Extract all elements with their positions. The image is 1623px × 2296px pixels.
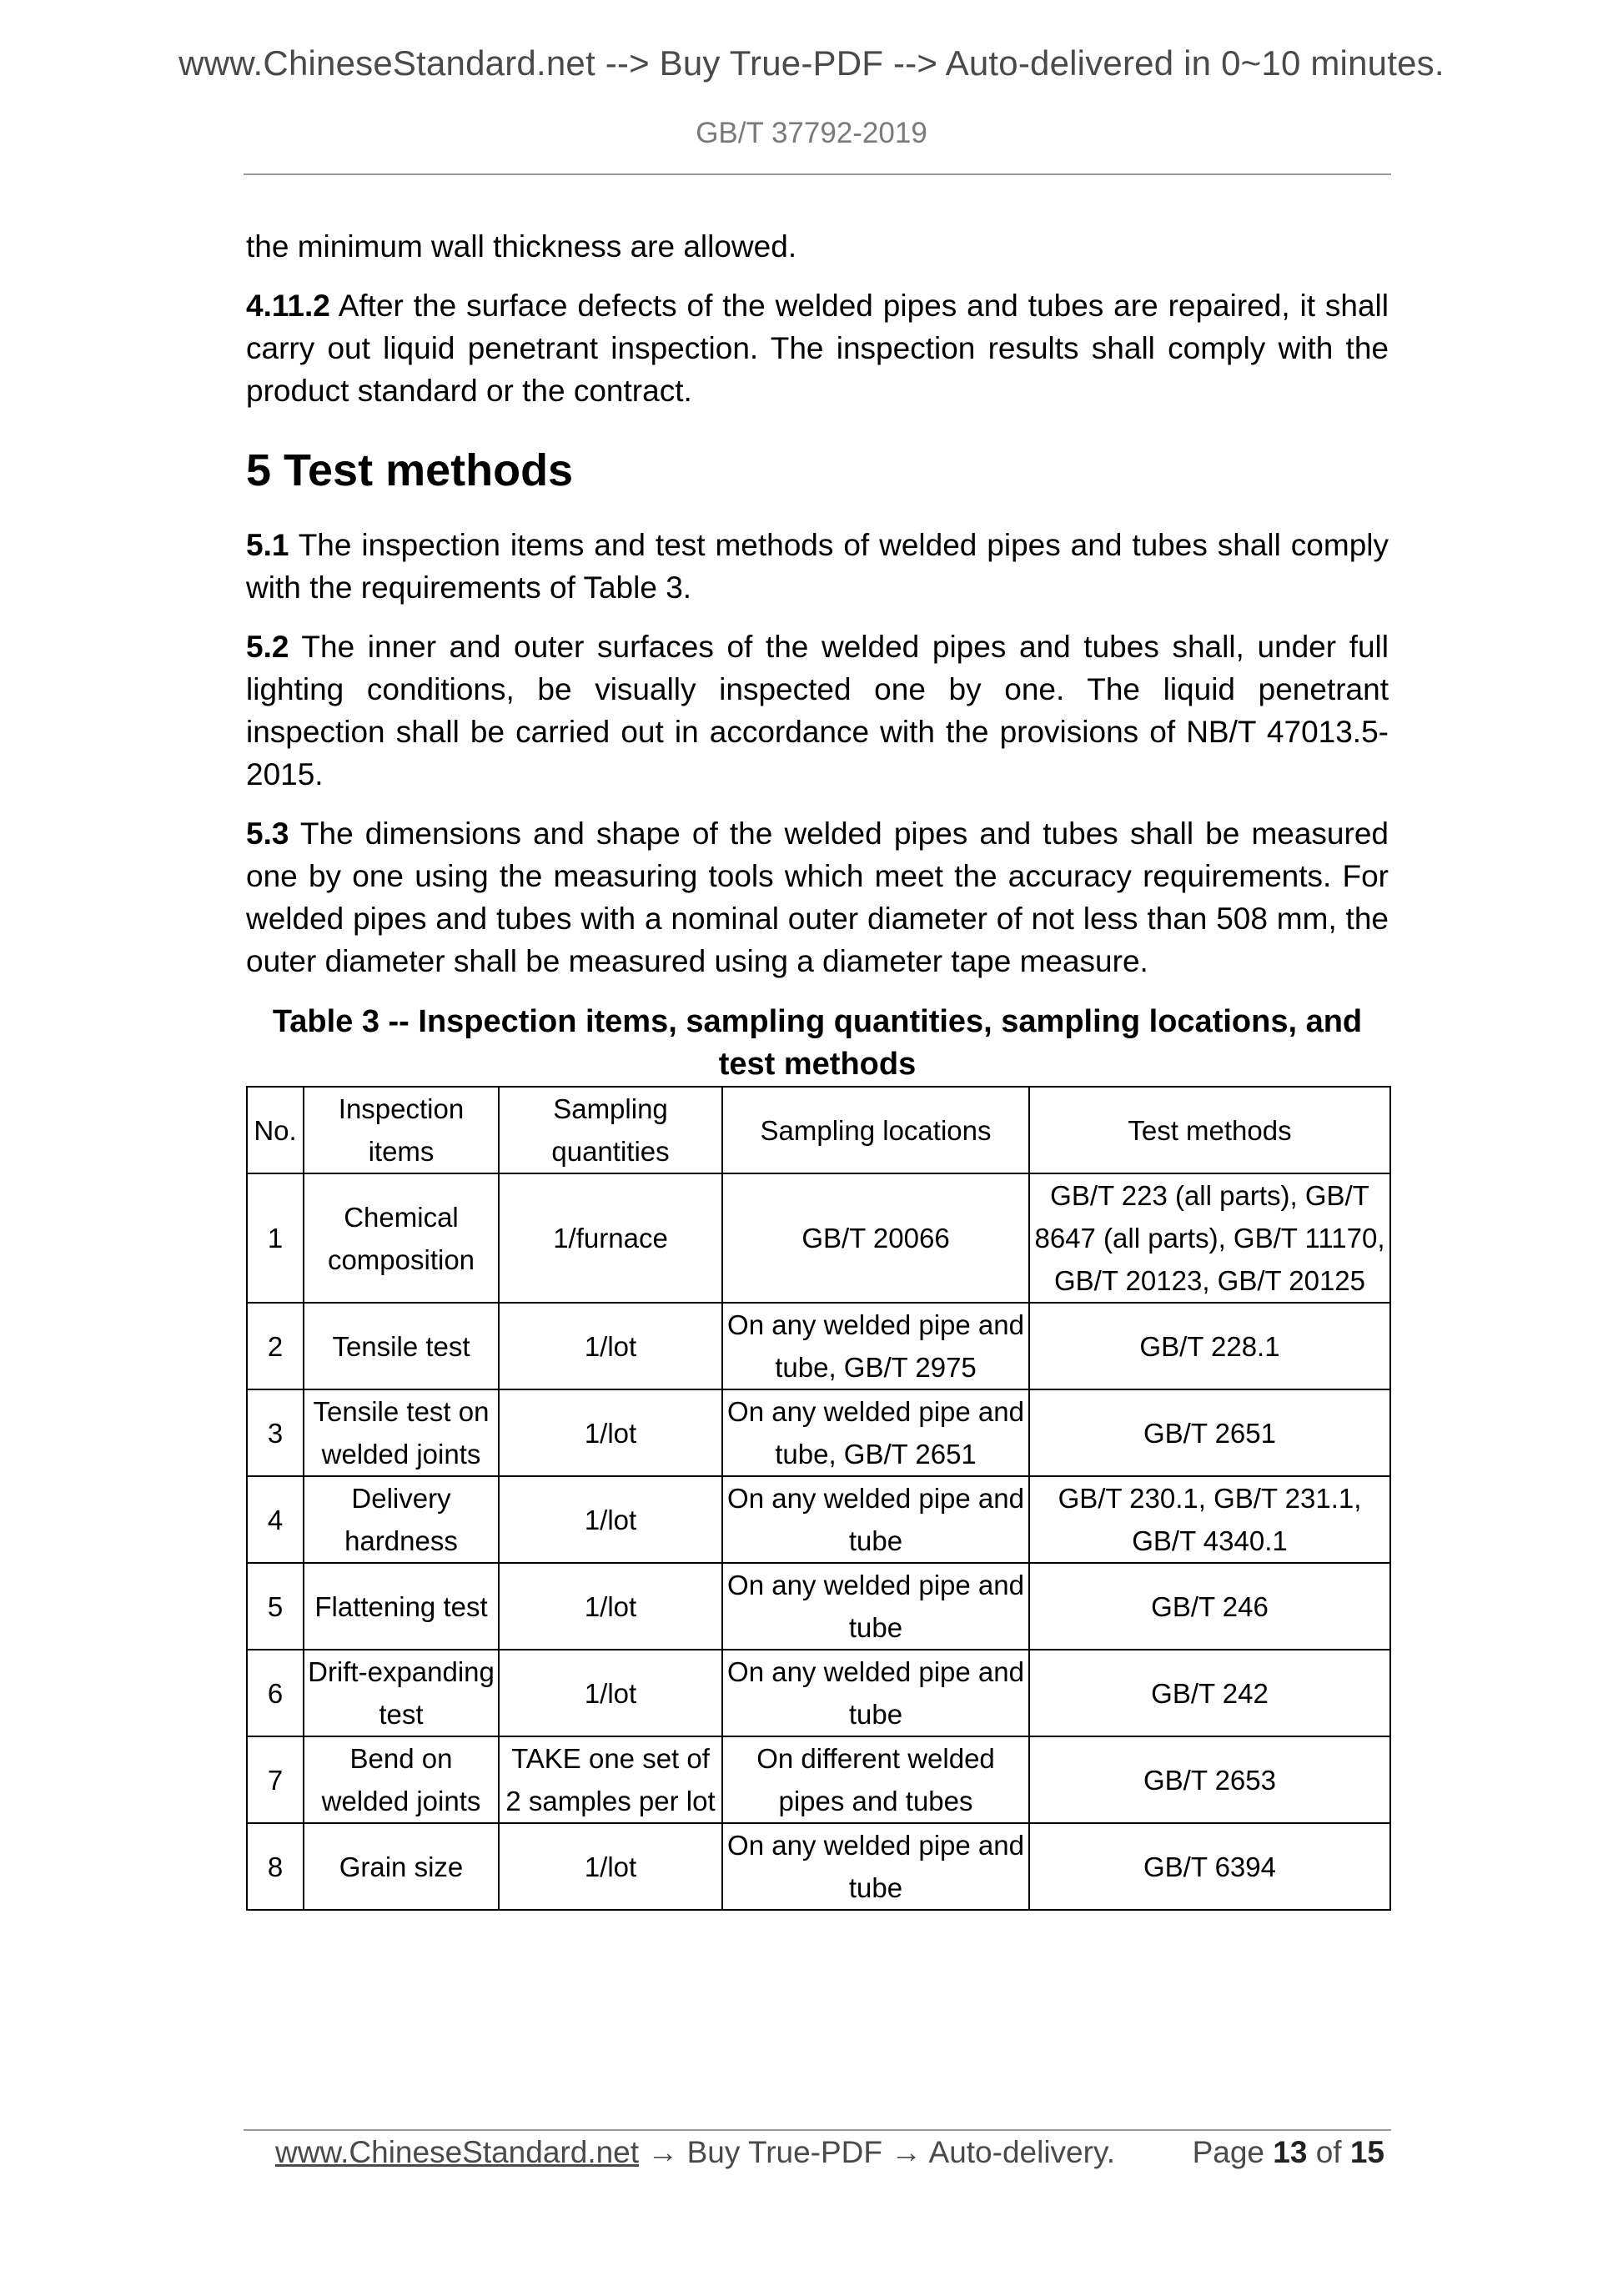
cell-location: On any welded pipe and tube — [722, 1563, 1029, 1650]
clause-number: 5.3 — [246, 816, 289, 851]
cell-item: Delivery hardness — [304, 1476, 499, 1563]
cell-item: Tensile test on welded joints — [304, 1389, 499, 1476]
cell-item: Flattening test — [304, 1563, 499, 1650]
cell-method: GB/T 223 (all parts), GB/T 8647 (all parts), GB/T 11170, GB/T 20123, GB/T 20125 — [1029, 1173, 1390, 1303]
clause-number: 5.1 — [246, 528, 289, 562]
cell-quantity: 1/lot — [499, 1650, 722, 1736]
page-content — [246, 225, 1389, 1911]
paragraph-continuation: the minimum wall thickness are allowed. — [246, 229, 797, 264]
table-header-row — [247, 1087, 1390, 1173]
clause-number: 5.2 — [246, 630, 289, 664]
clause-4-11-2 — [246, 284, 1389, 412]
inspection-table — [246, 1086, 1391, 1911]
cell-location: On any welded pipe and tube — [722, 1476, 1029, 1563]
footer-divider — [244, 2129, 1391, 2131]
standard-code: GB/T 37792-2019 — [696, 117, 927, 149]
page-footer — [275, 2135, 1384, 2177]
cell-no: 4 — [247, 1476, 304, 1563]
header-inspection-items: Inspection items — [304, 1087, 499, 1173]
clause-5-3 — [246, 812, 1389, 982]
header-test-methods: Test methods — [1029, 1087, 1390, 1173]
footer-promo-text: → Buy True-PDF → Auto-delivery. — [639, 2135, 1115, 2169]
page-indicator — [1193, 2135, 1384, 2170]
table-row — [247, 1736, 1390, 1823]
cell-no: 1 — [247, 1173, 304, 1303]
cell-quantity: 1/lot — [499, 1303, 722, 1389]
cell-method: GB/T 242 — [1029, 1650, 1390, 1736]
cell-method: GB/T 2653 — [1029, 1736, 1390, 1823]
cell-location: On any welded pipe and tube — [722, 1823, 1029, 1910]
cell-no: 2 — [247, 1303, 304, 1389]
header-sampling-locations: Sampling locations — [722, 1087, 1029, 1173]
table-row — [247, 1823, 1390, 1910]
cell-no: 7 — [247, 1736, 304, 1823]
clause-text: The dimensions and shape of the welded pipes and tubes shall be measured one by one using the measuring tools which meet the accuracy requirements. For welded pipes and tubes with a nominal outer diameter of not less than 508 mm, the outer diameter shall be measured using a diameter tape measure. — [246, 816, 1389, 978]
cell-location: On any welded pipe and tube, GB/T 2651 — [722, 1389, 1029, 1476]
clause-5-1 — [246, 524, 1389, 609]
clause-text: After the surface defects of the welded pipes and tubes are repaired, it shall carry out liquid penetrant inspection. The inspection results shall comply with the product standard or the contract. — [246, 289, 1389, 408]
cell-item: Drift-expanding test — [304, 1650, 499, 1736]
cell-location: On different welded pipes and tubes — [722, 1736, 1029, 1823]
cell-method: GB/T 228.1 — [1029, 1303, 1390, 1389]
cell-no: 5 — [247, 1563, 304, 1650]
cell-item: Chemical composition — [304, 1173, 499, 1303]
top-banner: www.ChineseStandard.net --> Buy True-PDF --> Auto-delivered in 0~10 minutes. — [178, 43, 1445, 83]
page-total: 15 — [1349, 2135, 1384, 2169]
clause-5-2 — [246, 625, 1389, 796]
cell-quantity: 1/lot — [499, 1563, 722, 1650]
page-label: Page — [1192, 2135, 1264, 2169]
page-current: 13 — [1273, 2135, 1308, 2169]
footer-site-link[interactable]: www.ChineseStandard.net — [275, 2135, 640, 2169]
cell-no: 3 — [247, 1389, 304, 1476]
cell-no: 8 — [247, 1823, 304, 1910]
header-sampling-quantities: Sampling quantities — [499, 1087, 722, 1173]
table-row — [247, 1389, 1390, 1476]
footer-promo — [275, 2135, 1115, 2170]
table-row — [247, 1476, 1390, 1563]
cell-quantity: 1/furnace — [499, 1173, 722, 1303]
cell-quantity: 1/lot — [499, 1476, 722, 1563]
table-caption: Table 3 -- Inspection items, sampling quantities, sampling locations, and test methods — [272, 1004, 1363, 1082]
table-row — [247, 1173, 1390, 1303]
cell-no: 6 — [247, 1650, 304, 1736]
cell-item: Tensile test — [304, 1303, 499, 1389]
cell-method: GB/T 246 — [1029, 1563, 1390, 1650]
table-row — [247, 1303, 1390, 1389]
cell-location: GB/T 20066 — [722, 1173, 1029, 1303]
header-no: No. — [247, 1087, 304, 1173]
cell-method: GB/T 6394 — [1029, 1823, 1390, 1910]
cell-item: Grain size — [304, 1823, 499, 1910]
cell-quantity: TAKE one set of 2 samples per lot — [499, 1736, 722, 1823]
clause-text: The inspection items and test methods of welded pipes and tubes shall comply with the requirements of Table 3. — [246, 528, 1389, 605]
table-row — [247, 1563, 1390, 1650]
cell-quantity: 1/lot — [499, 1823, 722, 1910]
cell-item: Bend on welded joints — [304, 1736, 499, 1823]
of-label: of — [1315, 2135, 1342, 2169]
clause-text: The inner and outer surfaces of the welded pipes and tubes shall, under full lighting conditions, be visually inspected one by one. The liquid penetrant inspection shall be carried out in accordance with the provisions of NB/T 47013.5-2015. — [246, 630, 1389, 791]
cell-quantity: 1/lot — [499, 1389, 722, 1476]
cell-location: On any welded pipe and tube, GB/T 2975 — [722, 1303, 1029, 1389]
table-row — [247, 1650, 1390, 1736]
cell-method: GB/T 230.1, GB/T 231.1, GB/T 4340.1 — [1029, 1476, 1390, 1563]
clause-number: 4.11.2 — [246, 289, 330, 323]
section-title: 5 Test methods — [246, 445, 574, 495]
header-divider — [244, 173, 1391, 175]
cell-location: On any welded pipe and tube — [722, 1650, 1029, 1736]
cell-method: GB/T 2651 — [1029, 1389, 1390, 1476]
